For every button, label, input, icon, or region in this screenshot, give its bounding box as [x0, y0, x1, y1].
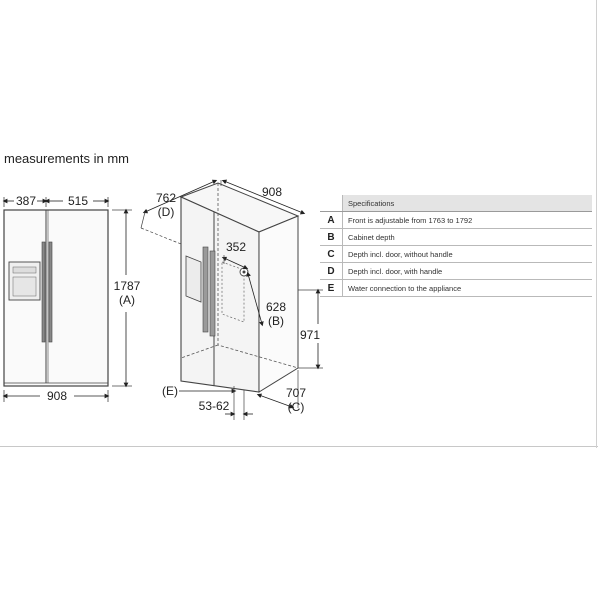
right-width-label: 515	[67, 194, 89, 208]
spec-text: Cabinet depth	[343, 229, 593, 246]
spec-row	[320, 229, 592, 246]
iso-right-handle	[210, 251, 215, 336]
depth-total-label: 762	[155, 191, 177, 205]
front-view	[4, 194, 141, 403]
spec-header-row	[320, 195, 592, 212]
left-width-label: 387	[15, 194, 37, 208]
spec-letter: D	[320, 263, 343, 280]
left-handle	[42, 242, 45, 342]
spec-header: Specifications	[343, 195, 593, 212]
spec-letter: B	[320, 229, 343, 246]
total-width-label: 908	[46, 389, 68, 403]
depth-no-handle-letter: (C)	[287, 400, 305, 414]
height-label: 1787	[113, 279, 141, 293]
right-border	[596, 0, 597, 448]
spec-text: Front is adjustable from 1763 to 1792	[343, 212, 593, 229]
water-connection-letter: (E)	[162, 384, 178, 398]
iso-dispenser	[186, 256, 201, 302]
spec-row	[320, 212, 592, 229]
cabinet-depth-label: 628	[265, 300, 287, 314]
iso-left-handle	[203, 247, 208, 332]
spec-letter: E	[320, 280, 343, 297]
depth-total-letter: (D)	[157, 205, 175, 219]
bottom-divider	[0, 446, 598, 447]
water-height-label: 971	[299, 328, 321, 342]
isometric-view	[141, 180, 323, 420]
spec-row	[320, 246, 592, 263]
spec-row	[320, 280, 592, 297]
cabinet-depth-letter: (B)	[268, 314, 284, 328]
spec-row	[320, 263, 592, 280]
spec-letter: C	[320, 246, 343, 263]
spec-text: Water connection to the appliance	[343, 280, 593, 297]
water-offset-label: 352	[225, 240, 247, 254]
height-letter: (A)	[119, 293, 135, 307]
depth-no-handle-label: 707	[285, 386, 307, 400]
spec-letter: A	[320, 212, 343, 229]
specifications-table	[320, 195, 592, 297]
spec-text: Depth incl. door, without handle	[343, 246, 593, 263]
right-handle	[49, 242, 52, 342]
spec-text: Depth incl. door, with handle	[343, 263, 593, 280]
iso-width-label: 908	[261, 185, 283, 199]
diagram-title: measurements in mm	[4, 151, 129, 166]
gap-label: 53-62	[198, 399, 230, 413]
